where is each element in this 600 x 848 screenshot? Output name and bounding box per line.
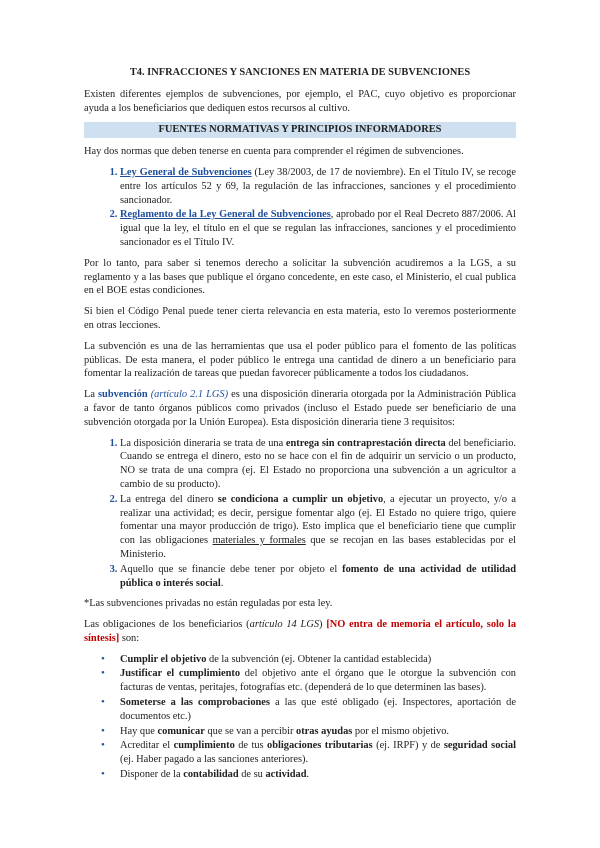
section-heading: FUENTES NORMATIVAS Y PRINCIPIOS INFORMADORES <box>84 122 516 138</box>
bullet-icon: • <box>101 696 105 709</box>
oblig-bold: Justificar el cumplimiento <box>120 668 241 680</box>
oblig-text: (ej. IRPF) y de <box>372 740 444 752</box>
req-text: del beneficiario. Cuando se entrega el dinero, esto no se hace con el fin de adquirir un servicio o un producto, NO se trata de una compra (ej. El Estado no proporciona una subvención a un agricultor a cambio de su producto). <box>120 437 516 490</box>
req-text: La disposición dineraria se trata de una <box>120 437 286 449</box>
oblig-text: (ej. Haber pagado a las sanciones anteriores). <box>120 754 309 766</box>
list-item <box>120 437 516 492</box>
req-text: Aquello que se financie debe tener por objeto el <box>120 563 343 575</box>
list-item <box>120 208 516 249</box>
oblig-text: del objetivo ante el órgano que le otorgue la subvención con facturas de ventas, peritajes, fotografías etc. (dependerá de lo que determinen las bases). <box>120 668 516 694</box>
oblig-bold: Cumplir el objetivo <box>120 653 207 665</box>
def-ref: (artículo 2.1 LGS) <box>150 389 229 401</box>
oblig-bold: seguridad social <box>443 740 516 752</box>
list-item <box>101 667 516 695</box>
norma-name: Reglamento de la Ley General de Subvenciones <box>120 209 331 221</box>
def-pre: La <box>84 389 98 401</box>
paragraph-codigo-penal: Si bien el Código Penal puede tener cierta relevancia en esta materia, esto lo veremos posteriormente en otras lecciones. <box>84 306 516 331</box>
list-item <box>120 563 516 591</box>
oblig-text: de la subvención (ej. Obtener la cantidad establecida) <box>206 653 432 665</box>
paragraph-herramienta: La subvención es una de las herramientas que usa el poder público para el fomento de las políticas públicas. De esta manera, el poder público le entrega una cantidad de dinero a un beneficiario para fomentar la realización de tareas que puedan favorecer públicamente a todos los ciudadanos. <box>84 340 516 380</box>
obligaciones-list <box>84 653 516 782</box>
list-item <box>120 493 516 562</box>
bullet-icon: • <box>101 724 105 737</box>
oblig-post: son: <box>119 632 140 644</box>
oblig-text: a las que esté obligado (ej. Inspectores, aportación de documentos etc.) <box>120 697 516 722</box>
oblig-bold: comunicar <box>157 725 205 737</box>
oblig-bold: contabilidad <box>183 769 239 781</box>
oblig-text: Disponer de la <box>120 769 184 781</box>
bullet-icon: • <box>101 667 105 680</box>
req-text: La entrega del dinero <box>120 493 218 505</box>
bullet-icon: • <box>101 768 105 781</box>
oblig-mid: ) <box>319 619 327 631</box>
req-bold: fomento de una actividad de utilidad pública o interés social <box>120 563 516 589</box>
norma-name: Ley General de Subvenciones <box>120 166 252 178</box>
oblig-bold: otras ayudas <box>296 725 353 737</box>
req-underline: materiales y formales <box>212 535 306 547</box>
norma-text: (Ley 38/2003, de 17 de noviembre). En el Título IV, se recoge entre los artículos 52 y 69, la regulación de las infracciones, sanciones y el procedimiento sancionador. <box>120 166 516 206</box>
oblig-text: de tus <box>234 740 268 752</box>
oblig-note-red: [NO entra de memoria el artículo, solo la síntesis] <box>84 619 517 644</box>
bullet-icon: • <box>101 739 105 752</box>
list-item <box>101 652 516 667</box>
req-bold: se condiciona a cumplir un objetivo <box>217 493 384 505</box>
normas-list <box>84 166 516 250</box>
document-page <box>84 66 516 783</box>
oblig-bold: Someterse a las comprobaciones <box>120 697 270 709</box>
paragraph-dos-normas: Hay dos normas que deben tenerse en cuenta para comprender el régimen de subvenciones. <box>84 146 464 158</box>
req-bold: entrega sin contraprestación directa <box>285 437 446 449</box>
oblig-text: que se van a percibir <box>204 725 297 737</box>
oblig-text: Hay que <box>120 725 158 737</box>
req-text: , a ejecutar un proyecto, y/o a realizar una actividad; es decir, persigue fomentar algo (ej. El Estado no quiere trigo, quiere fomentar una mayor producción de trigo). Esto implica que el beneficiario tiene que cumplir con las obligaciones <box>120 493 516 547</box>
norma-text: , aprobado por el Real Decreto 887/2006. Al igual que la ley, el título en el que se regulan las infracciones, sanciones y el procedimiento sancionador es el Título IV. <box>120 209 516 248</box>
list-item <box>101 696 516 724</box>
oblig-bold: cumplimiento <box>173 740 235 752</box>
paragraph-definicion <box>84 388 516 429</box>
list-item <box>101 739 516 767</box>
list-item <box>101 724 516 739</box>
def-rest: es una disposición dineraria otorgada por la Administración Pública a favor de tanto órganos públicos como privados (incluso el Estado puede ser beneficiario de una subvención otorgada por la Unión Europea). Esta disposición dineraria tiene 3 requisitos: <box>84 389 516 428</box>
list-item <box>101 768 516 782</box>
oblig-pre: Las obligaciones de los beneficiarios ( <box>84 619 250 631</box>
list-item <box>120 166 516 207</box>
def-term: subvención <box>98 389 148 401</box>
oblig-bold: actividad <box>265 769 307 781</box>
requisitos-list <box>84 437 516 591</box>
intro-paragraph: Existen diferentes ejemplos de subvenciones, por ejemplo, el PAC, cuyo objetivo es proporcionar ayuda a los beneficiarios que dediquen estos recursos al cultivo. <box>84 88 516 114</box>
document-title: T4. INFRACCIONES Y SANCIONES EN MATERIA DE SUBVENCIONES <box>129 67 471 78</box>
bullet-icon: • <box>101 652 105 665</box>
paragraph-por-lo-tanto: Por lo tanto, para saber si tenemos derecho a solicitar la subvención acudiremos a la LGS, a su reglamento y a las bases que publique el órgano concedente, en este caso, el Ministerio, el cual publica en el BOE estas condiciones. <box>84 257 516 297</box>
oblig-bold: obligaciones tributarias <box>267 740 373 752</box>
note-privadas: *Las subvenciones privadas no están reguladas por esta ley. <box>84 598 333 610</box>
req-text: . <box>220 577 224 589</box>
oblig-ref: artículo 14 LGS <box>249 619 320 631</box>
oblig-text: Acreditar el <box>120 740 174 752</box>
req-text: que se recojan en las bases establecidas por el Ministerio. <box>120 535 516 560</box>
paragraph-obligaciones <box>84 618 516 646</box>
oblig-text: . <box>306 769 310 781</box>
oblig-text: por el mismo objetivo. <box>352 725 449 737</box>
oblig-text: de su <box>238 769 266 781</box>
